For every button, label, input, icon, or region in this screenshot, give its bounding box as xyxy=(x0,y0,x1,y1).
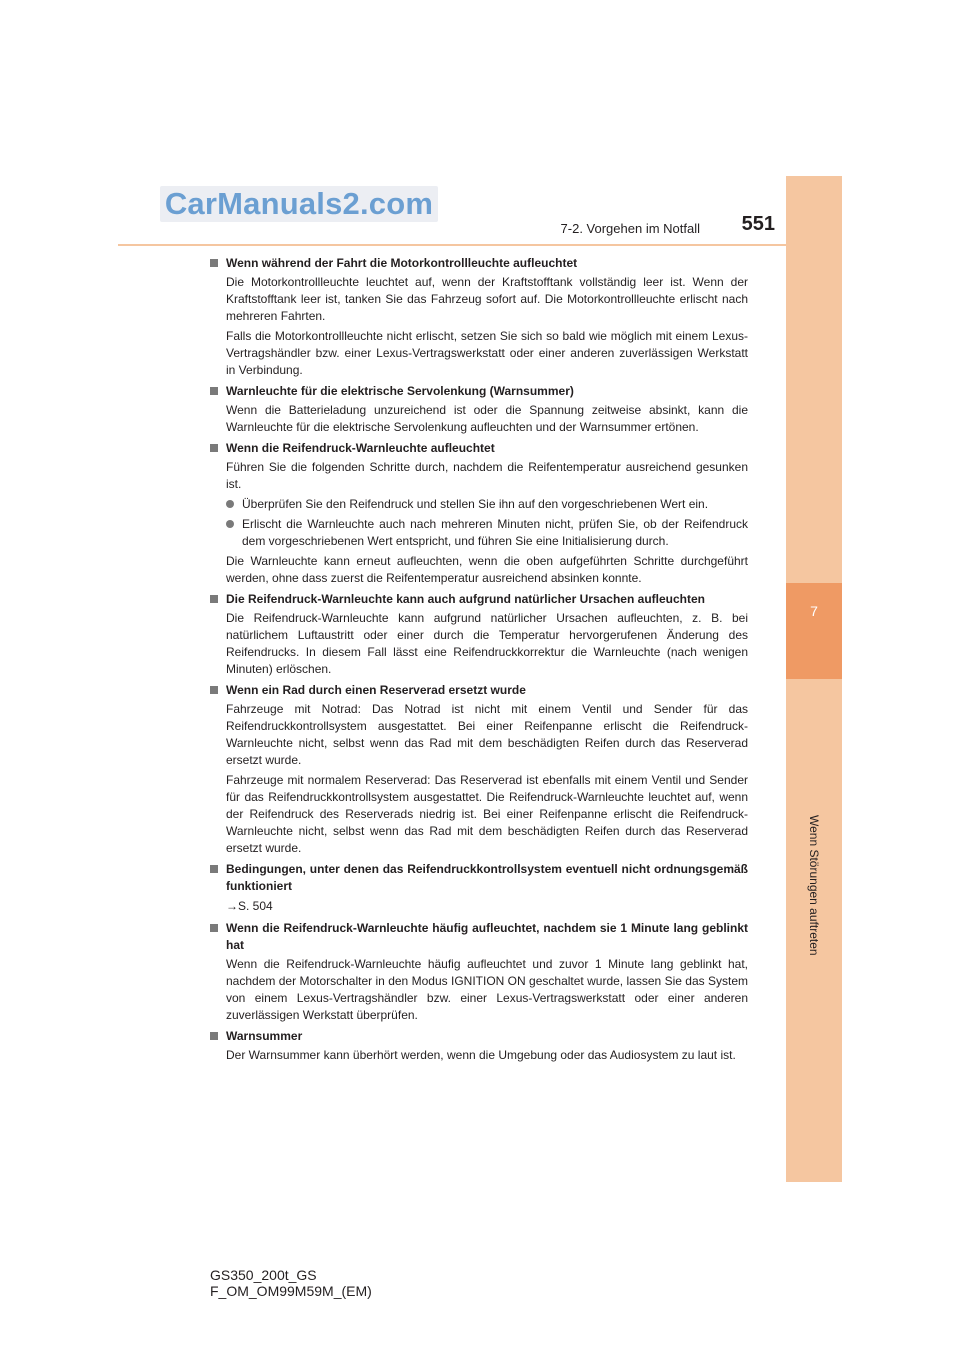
watermark-text: CarManuals2.com xyxy=(164,186,434,221)
circle-bullet-icon xyxy=(226,500,234,508)
paragraph: Die Warnleuchte kann erneut aufleuchten, wenn die oben aufgeführten Schritte durchgeführt werden, ohne dass zuerst die Reifentemperatur ausreichend absinken konnte. xyxy=(226,554,748,585)
section-heading: Wenn ein Rad durch einen Reserverad ersetzt wurde xyxy=(210,682,748,699)
section-heading: Bedingungen, unter denen das Reifendruckkontrollsystem eventuell nicht ordnungsgemäß funktioniert xyxy=(210,861,748,895)
chapter-side-tab xyxy=(786,176,842,1182)
chapter-title: Wenn Störungen auftreten xyxy=(807,815,821,956)
section-buzzer xyxy=(210,1028,748,1064)
section-heading: Wenn während der Fahrt die Motorkontrollleuchte aufleuchtet xyxy=(210,255,748,272)
section-spare-wheel xyxy=(210,682,748,857)
square-bullet-icon xyxy=(210,865,218,873)
section-natural-causes xyxy=(210,591,748,678)
section-power-steering xyxy=(210,383,748,436)
section-heading: Warnleuchte für die elektrische Servolenkung (Warnsummer) xyxy=(210,383,748,400)
paragraph: Die Motorkontrollleuchte leuchtet auf, wenn der Kraftstofftank vollständig leer ist. Wenn der Kraftstofftank leer ist, tanken Sie das Fahrzeug sofort auf. Die Motorkontrollleuchte erlischt nach mehreren Fahrten. xyxy=(226,275,748,323)
document-code: GS350_200t_GS F_OM_OM99M59M_(EM) xyxy=(210,1267,372,1299)
square-bullet-icon xyxy=(210,1032,218,1040)
paragraph: Wenn die Reifendruck-Warnleuchte häufig aufleuchtet und zuvor 1 Minute lang geblinkt hat, nachdem der Motorschalter in den Modus IGNITION ON geschaltet wurde, lassen Sie das System von einem Lexus-Vertragshändler bzw. einer Lexus-Vertragswerkstatt oder einer anderen zuverlässigen Werkstatt überprüfen. xyxy=(226,957,748,1022)
section-heading: Wenn die Reifendruck-Warnleuchte häufig aufleuchtet, nachdem sie 1 Minute lang geblinkt hat xyxy=(210,920,748,954)
page-number: 551 xyxy=(741,213,775,235)
section-frequent-warning xyxy=(210,920,748,1024)
paragraph: Wenn die Batterieladung unzureichend ist oder die Spannung zeitweise absinkt, kann die Warnleuchte für die elektrische Servolenkung aufleuchten und der Warnsummer ertönen. xyxy=(226,403,748,434)
paragraph: Führen Sie die folgenden Schritte durch, nachdem die Reifentemperatur ausreichend gesunken ist. xyxy=(226,460,748,491)
list-item: Erlischt die Warnleuchte auch nach mehreren Minuten nicht, prüfen Sie, ob der Reifendruck dem vorgeschriebenen Wert entspricht, und führen Sie eine Initialisierung durch. xyxy=(210,516,748,550)
list-item: Überprüfen Sie den Reifendruck und stellen Sie ihn auf den vorgeschriebenen Wert ein. xyxy=(210,496,748,513)
paragraph: Falls die Motorkontrollleuchte nicht erlischt, setzen Sie sich so bald wie möglich mit einem Lexus-Vertragshändler bzw. einer Lexus-Vertragswerkstatt oder einer anderen zuverlässigen Werkstatt in Verbindung. xyxy=(226,329,748,377)
section-tire-pressure-warning xyxy=(210,440,748,587)
chapter-number: 7 xyxy=(810,603,818,619)
section-engine-warning xyxy=(210,255,748,379)
square-bullet-icon xyxy=(210,259,218,267)
chapter-tab-marker xyxy=(786,583,842,679)
square-bullet-icon xyxy=(210,387,218,395)
square-bullet-icon xyxy=(210,686,218,694)
paragraph: Fahrzeuge mit normalem Reserverad: Das Reserverad ist ebenfalls mit einem Ventil und Sender für das Reifendruckkontrollsystem ausgestattet. Die Reifendruck-Warnleuchte leuchtet auf, wenn der Reifendruck des Reserverads niedrig ist. Bei einer Reifenpanne erlischt die Reifendruck-Warnleuchte nicht, selbst wenn das Rad mit dem beschädigten Reifen durch das Reserverad ersetzt wurde. xyxy=(226,773,748,855)
watermark-logo xyxy=(160,186,438,222)
square-bullet-icon xyxy=(210,924,218,932)
section-heading: Warnsummer xyxy=(210,1028,748,1045)
paragraph: Der Warnsummer kann überhört werden, wenn die Umgebung oder das Audiosystem zu laut ist. xyxy=(226,1048,736,1062)
square-bullet-icon xyxy=(210,444,218,452)
section-title: 7-2. Vorgehen im Notfall xyxy=(560,221,700,236)
header-divider xyxy=(118,244,786,246)
paragraph: Fahrzeuge mit Notrad: Das Notrad ist nicht mit einem Ventil und Sender für das Reifendruckkontrollsystem ausgestattet. Bei einer Reifenpanne erlischt die Reifendruck-Warnleuchte nicht, selbst wenn das Rad mit dem beschädigten Reifen durch das Reserverad ersetzt wurde. xyxy=(226,702,748,767)
circle-bullet-icon xyxy=(226,520,234,528)
page-content xyxy=(210,255,748,1068)
section-heading: Die Reifendruck-Warnleuchte kann auch aufgrund natürlicher Ursachen aufleuchten xyxy=(210,591,748,608)
square-bullet-icon xyxy=(210,595,218,603)
page-reference: →S. 504 xyxy=(226,899,273,913)
paragraph: Die Reifendruck-Warnleuchte kann aufgrund natürlicher Ursachen aufleuchten, z. B. bei natürlichem Luftaustritt oder einer durch die Temperatur hervorgerufenen Änderung des Reifendrucks. In diesem Fall lässt eine Reifendruckkorrektur die Warnleuchte (nach wenigen Minuten) erlöschen. xyxy=(226,611,748,676)
section-conditions xyxy=(210,861,748,915)
section-heading: Wenn die Reifendruck-Warnleuchte aufleuchtet xyxy=(210,440,748,457)
